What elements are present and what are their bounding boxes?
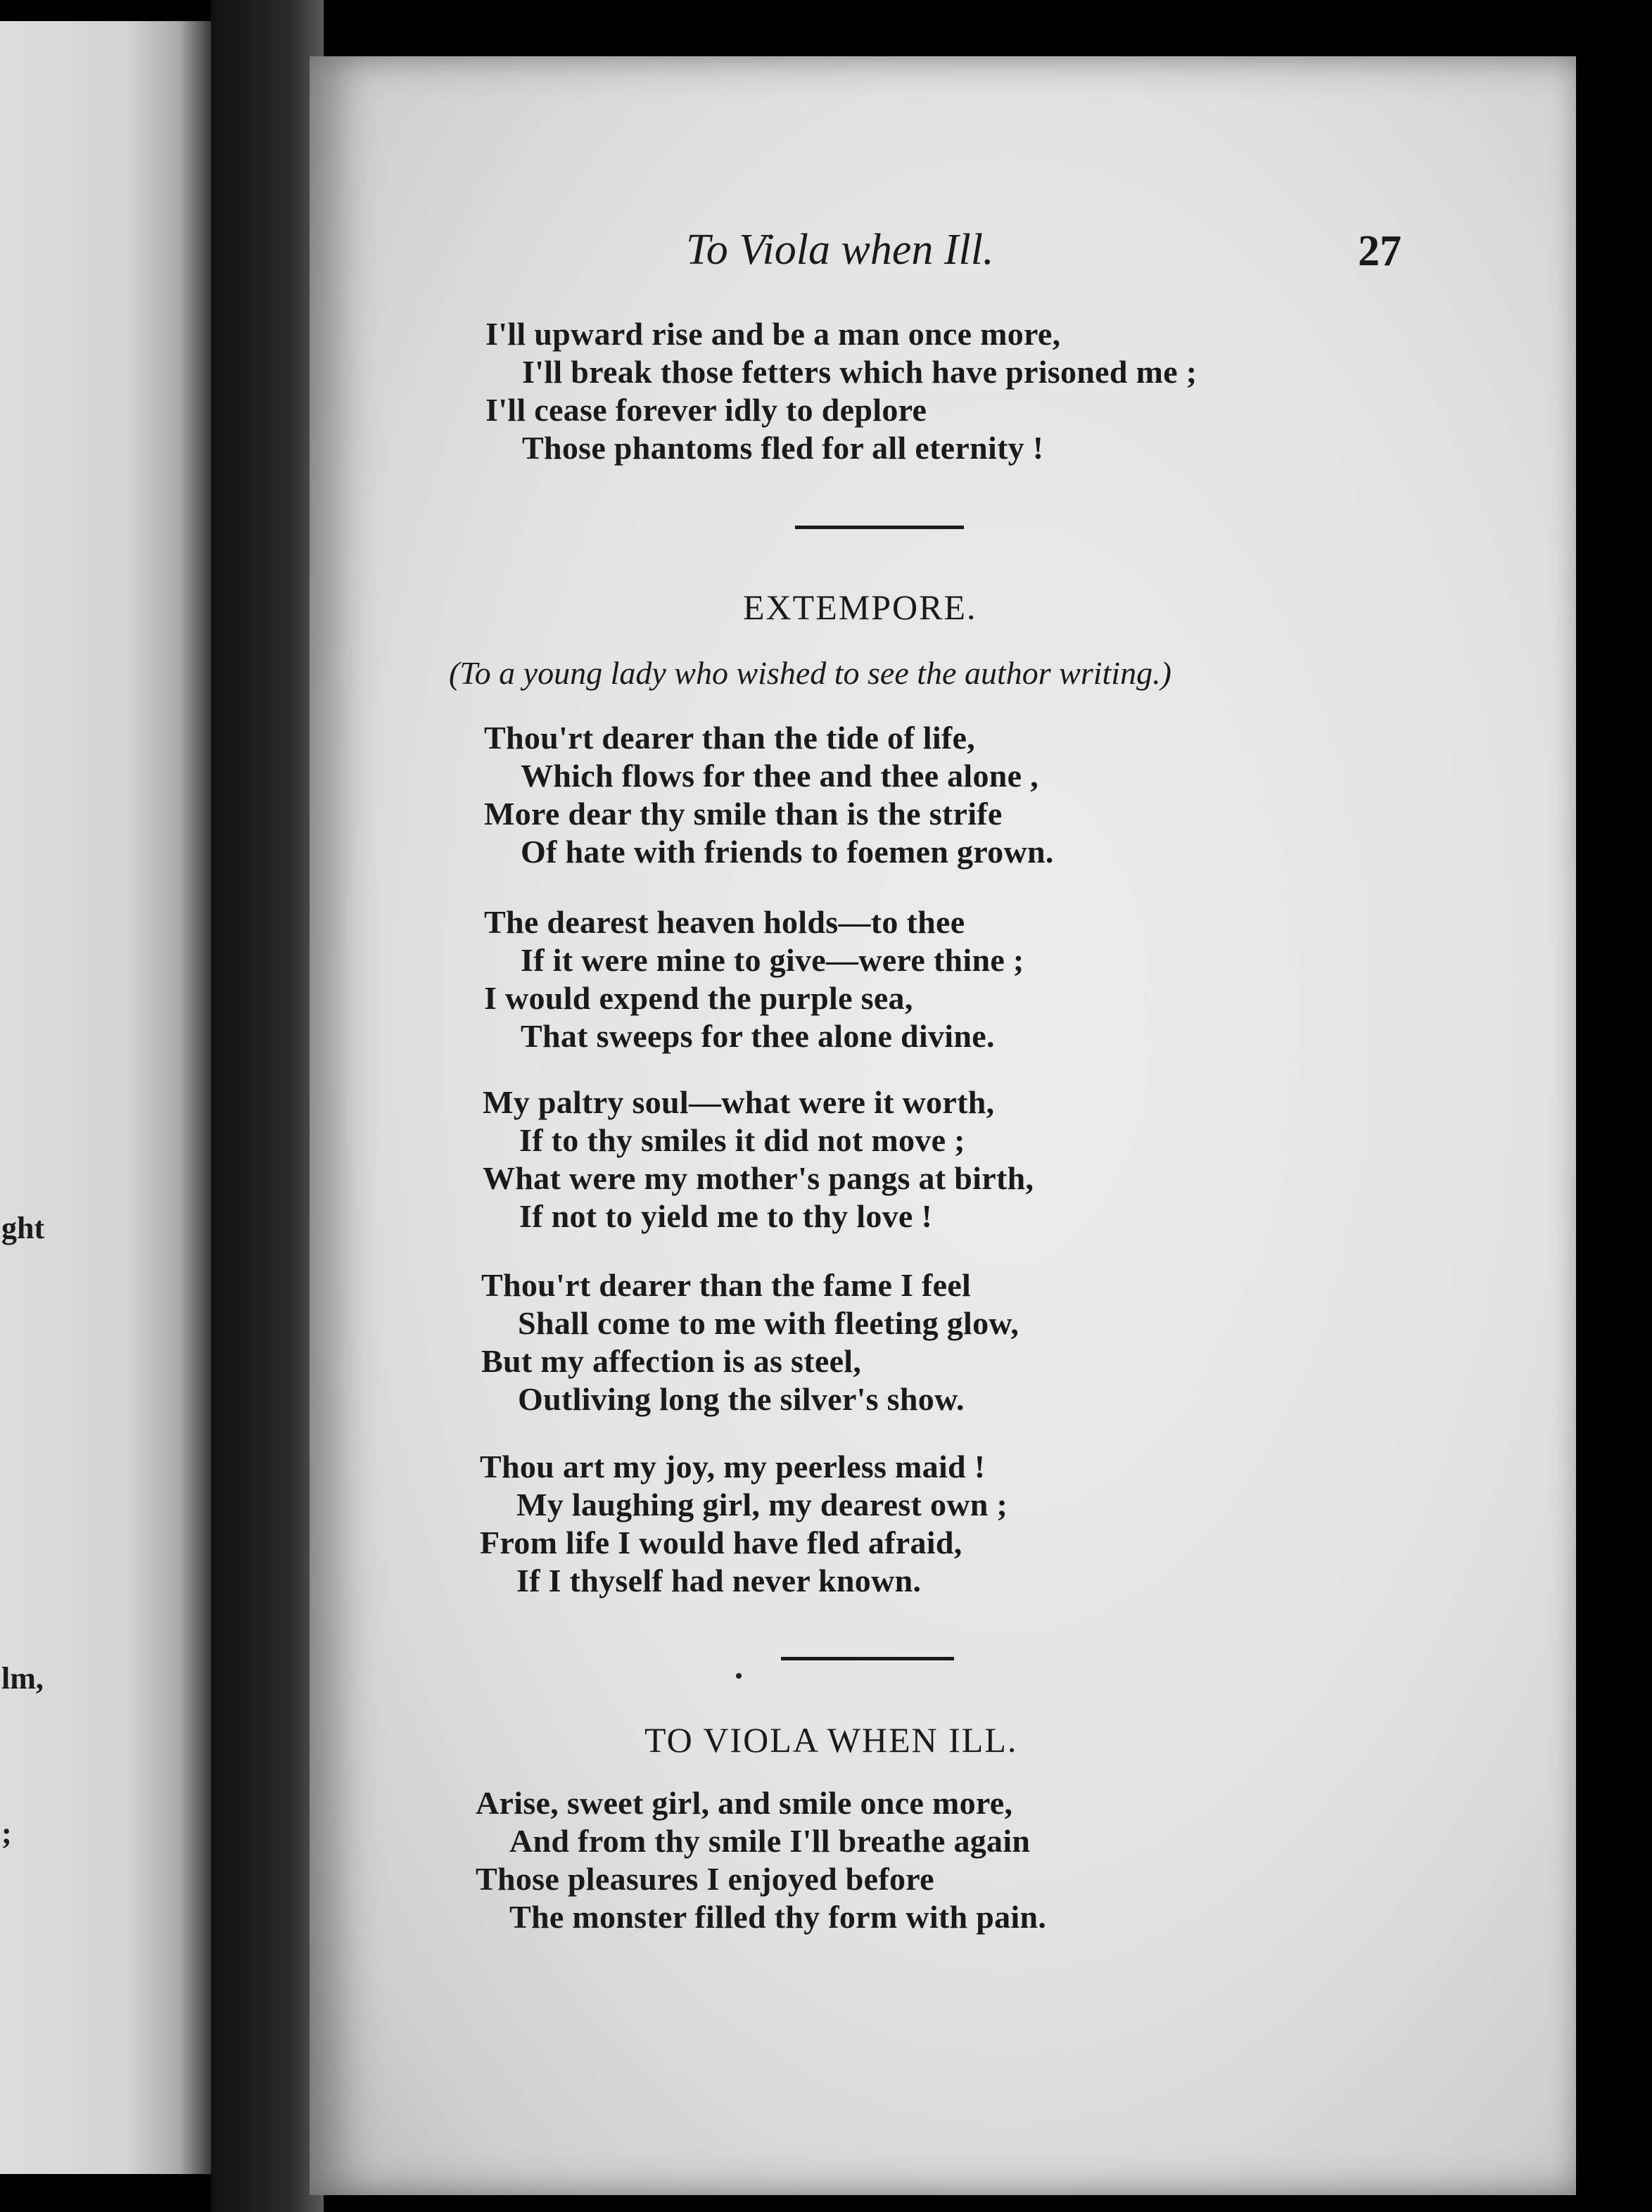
section-divider	[781, 1657, 954, 1660]
opening-stanza	[485, 315, 1197, 467]
poem-line: And from thy smile I'll breathe again	[509, 1823, 1031, 1859]
poem-line: Those phantoms fled for all eternity !	[522, 430, 1044, 466]
stanza	[476, 1784, 1046, 1936]
poem-line: That sweeps for thee alone divine.	[521, 1018, 995, 1054]
poem-line: If to thy smiles it did not move ;	[519, 1122, 965, 1158]
poem-line: But my affection is as steel,	[481, 1343, 862, 1379]
stanza	[481, 1266, 1019, 1418]
poem-line: If I thyself had never known.	[516, 1563, 922, 1598]
poem-line: My laughing girl, my dearest own ;	[516, 1487, 1008, 1523]
poem-line: If not to yield me to thy love !	[519, 1198, 933, 1234]
poem-line: Those pleasures I enjoyed before	[476, 1861, 934, 1897]
running-title: To Viola when Ill.	[686, 226, 994, 274]
poem-title-to-viola: TO VIOLA WHEN ILL.	[644, 1720, 1018, 1760]
stanza	[483, 1083, 1034, 1235]
stanza	[480, 1448, 1008, 1600]
poem-line: If it were mine to give—were thine ;	[521, 942, 1024, 978]
poem-line: What were my mother's pangs at birth,	[483, 1160, 1034, 1196]
book-gutter	[211, 0, 324, 2212]
poem-line: Outliving long the silver's show.	[518, 1381, 965, 1417]
left-page-fragment: lm,	[1, 1661, 44, 1696]
poem-line: Of hate with friends to foemen grown.	[521, 834, 1054, 870]
poem-line: I'll cease forever idly to deplore	[485, 392, 927, 428]
stanza	[484, 719, 1054, 871]
left-page-fragment: ght	[1, 1211, 45, 1245]
poem-line: Thou'rt dearer than the fame I feel	[481, 1267, 972, 1303]
stanza	[484, 903, 1024, 1055]
poem-line: Which flows for thee and thee alone ,	[521, 758, 1039, 794]
poem-line: The monster filled thy form with pain.	[509, 1899, 1047, 1935]
poem-line: More dear thy smile than is the strife	[484, 796, 1003, 832]
poem-line: The dearest heaven holds—to thee	[484, 904, 965, 940]
poem-line: Shall come to me with fleeting glow,	[518, 1305, 1019, 1341]
poem-line: Thou art my joy, my peerless maid !	[480, 1449, 986, 1485]
poem-line: From life I would have fled afraid,	[480, 1525, 962, 1561]
poem-title-extempore: EXTEMPORE.	[743, 587, 977, 627]
poem-line: I'll break those fetters which have prisoned me ;	[522, 354, 1197, 390]
poem-line: I'll upward rise and be a man once more,	[485, 316, 1061, 352]
print-speck	[736, 1673, 742, 1679]
previous-page-edge	[0, 21, 211, 2174]
left-page-fragment: ;	[1, 1816, 12, 1850]
poem-line: I would expend the purple sea,	[484, 980, 913, 1016]
poem-line: Arise, sweet girl, and smile once more,	[476, 1785, 1013, 1821]
poem-line: Thou'rt dearer than the tide of life,	[484, 720, 976, 756]
page-number: 27	[1358, 227, 1402, 275]
poem-line: My paltry soul—what were it worth,	[483, 1084, 995, 1120]
section-divider	[795, 526, 964, 529]
poem-subtitle: (To a young lady who wished to see the author writing.)	[449, 655, 1171, 691]
